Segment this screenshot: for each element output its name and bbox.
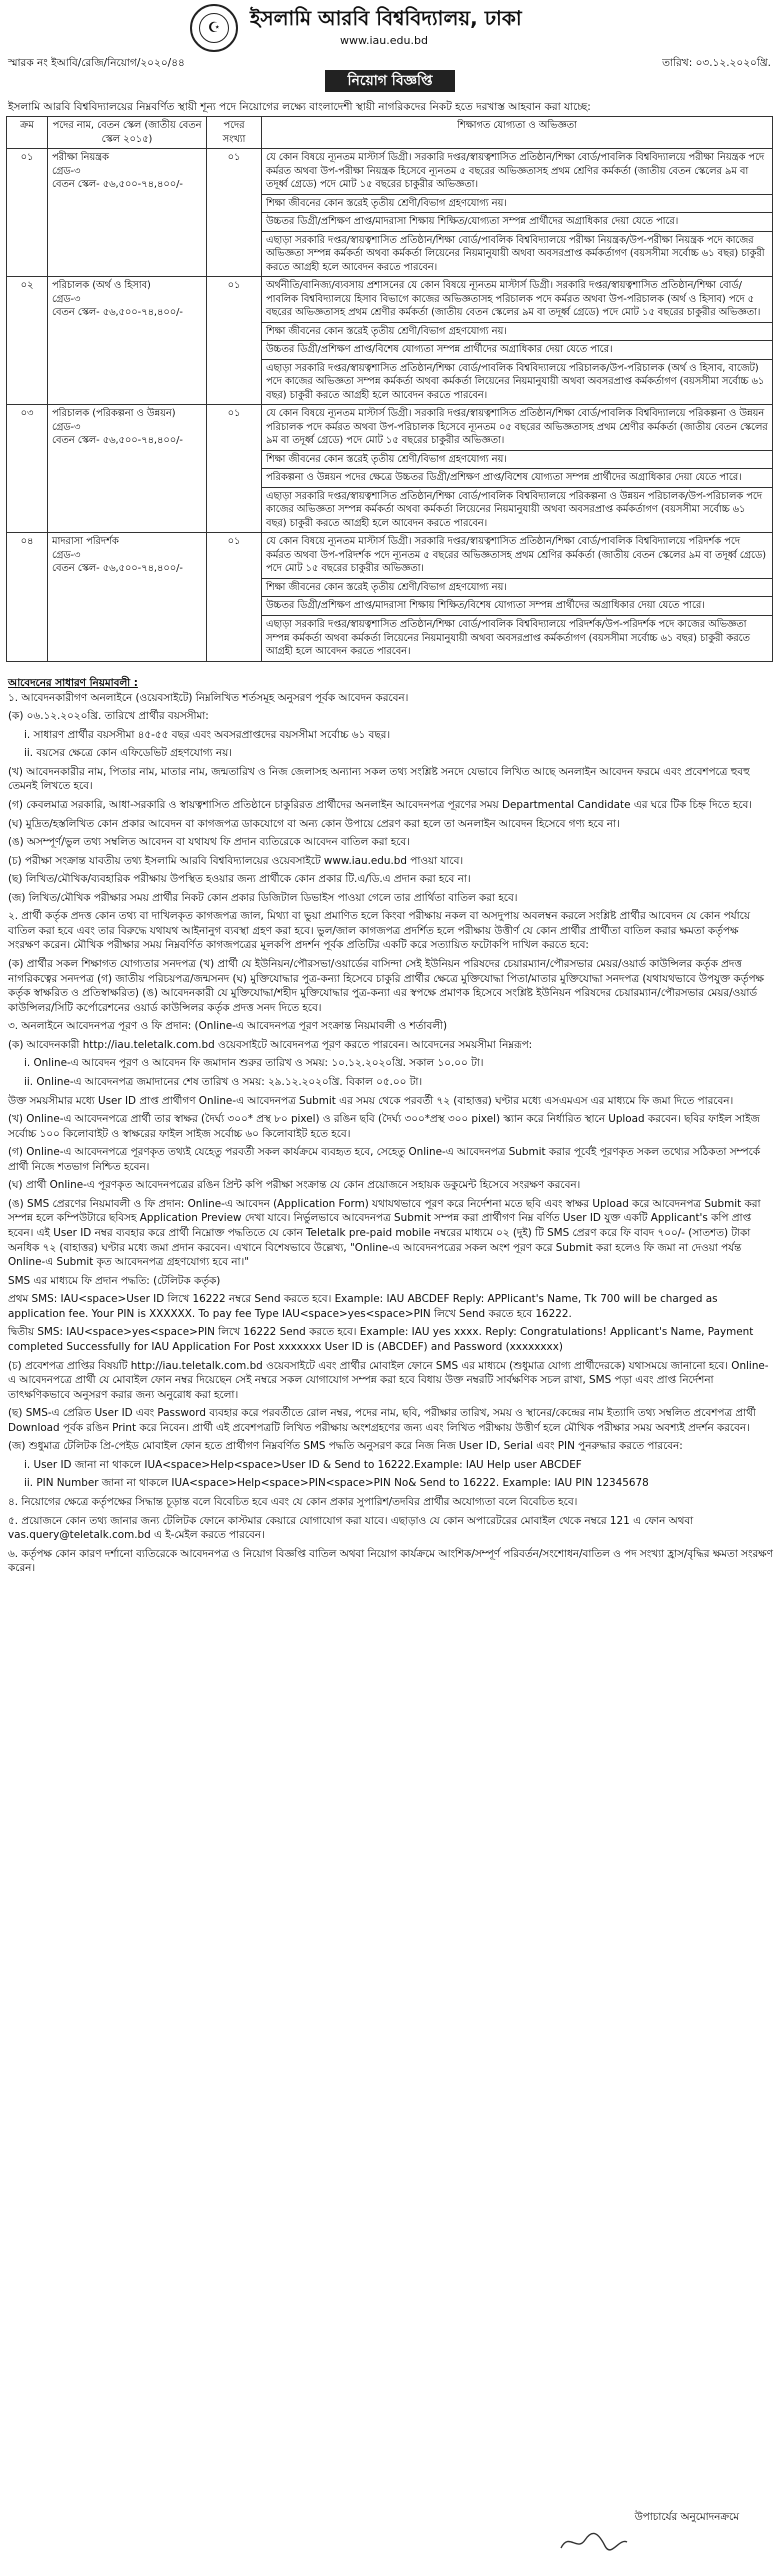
post-info (48, 277, 207, 405)
approval-label: উপাচার্যের অনুমোদনক্রমে (634, 2511, 739, 2523)
instruction-item: ii. বয়সের ক্ষেত্রে কোন এফিডেভিট গ্রহণযোগ্য নয়। (24, 747, 232, 760)
university-logo-icon: ☪ (190, 4, 238, 52)
table-header-serial: ক্রম (7, 117, 48, 149)
instruction-item: SMS এর মাধ্যমে ফি প্রদান পদ্ধতি: (টেলিটক কর্তৃক) (8, 1274, 221, 1287)
signature (559, 2530, 629, 2554)
instruction-item: (ঘ) প্রার্থী Online-এ পূরণকৃত আবেদনপত্রের রঙিন প্রিন্ট কপি পরীক্ষা সংক্রান্ত যে কোন প্রয়োজনে সহায়ক ডকুমেন্ট হিসেবে সংরক্ষণ করবেন। (8, 1179, 581, 1192)
post-scale: বেতন স্কেল- ৫৬,৫০০-৭৪,৪০০/- (52, 435, 183, 447)
instruction-item: (ঘ) মুদ্রিত/হস্তলিখিত কোন প্রকার আবেদন বা কাগজপত্র ডাকযোগে বা অন্য কোন উপায়ে প্রেরণ করা হলে তা অনলাইন আবেদন হিসেবে গণ্য হবে না। (8, 817, 620, 830)
instruction-item: ৬. কর্তৃপক্ষ কোন কারণ দর্শানো ব্যতিরেকে আবেদনপত্র ও নিয়োগ বিজ্ঞপ্তি বাতিল অথবা নিয়োগ কার্যক্রমে আংশিক/সম্পূর্ণ পরিবর্তন/সংশোধন/বাতিল ও পদ সংখ্যা হ্রাস/বৃদ্ধির ক্ষমতা সংরক্ষণ করেন। (8, 1547, 773, 1575)
instruction-item: ii. Online-এ আবেদনপত্র জমাদানের শেষ তারিখ ও সময়: ২৯.১২.২০২০খ্রি. বিকাল ০৫.০০ টা। (24, 1075, 423, 1088)
table-header-count: পদের সংখ্যা (207, 117, 262, 149)
intro-text: ইসলামি আরবি বিশ্ববিদ্যালয়ের নিম্নবর্ণিত স্থায়ী শূন্য পদে নিয়োগের লক্ষ্যে বাংলাদেশী স্থায়ী নাগরিকদের নিকট হতে দরখাস্ত আহবান করা যাচ্ছে: (8, 101, 591, 113)
instruction-item: দ্বিতীয় SMS: IAU<space>yes<space>PIN লিখে 16222 Send করতে হবে। Example: IAU yes xxxx. Reply: Congratulations! Applicant's Name, Payment completed Successfully for IAU Application For Post xxxxxxx User ID is (ABCDEF) and Password (xxxxxxxx) (8, 1326, 754, 1353)
posts-table (6, 116, 773, 662)
instruction-item: (ক) আবেদনকারী http://iau.teletalk.com.bd ওয়েবসাইটে আবেদনপত্র পূরণ করতে পারবেন। আবেদনের সময়সীমা নিম্নরূপ: (8, 1038, 533, 1051)
post-serial: ০১ (7, 149, 48, 277)
instruction-item: ৩. অনলাইনে আবেদনপত্র পূরণ ও ফি প্রদান: (Online-এ আবেদনপত্র পূরণ সংক্রান্ত নিয়মাবলী ও শর্তাবলী) (8, 1020, 447, 1033)
qualification-item: যে কোন বিষয়ে ন্যূনতম মাস্টার্স ডিগ্রী। সরকারি দপ্তর/স্বায়ত্বশাসিত প্রতিষ্ঠান/শিক্ষা বোর্ড/পাবলিক বিশ্ববিদ্যালয়ে পরিকল্পনা ও উন্নয়ন পরিচালক পদে কর্মরত অথবা উপ-পরিচালক হিসেবে ন্যূনতম ০৫ বছরের অভিজ্ঞতাসহ প্রথম শ্রেণীর কর্মকর্তা (জাতীয় বেতন স্কেলের ৯ম বা তদূর্ধ্ব গ্রেডে) পদে মোট ১৫ বছরের চাকুরীর অভিজ্ঞতা। (266, 408, 768, 447)
instruction-item: (গ) Online-এ আবেদনপত্রে পূরণকৃত তথ্যই যেহেতু পরবর্তী সকল কার্যক্রমে ব্যবহৃত হবে, সেহেতু Online-এ আবেদনপত্র Submit করার পূর্বেই পূরণকৃত সকল তথ্যের সঠিকতা সম্পর্কে প্রার্থী নিজে শতভাগ নিশ্চিত হবেন। (8, 1146, 761, 1173)
post-info (48, 405, 207, 533)
post-grade: গ্রেড-৩ (52, 421, 81, 433)
post-qualifications (262, 277, 773, 405)
post-grade: গ্রেড-৩ (52, 293, 81, 305)
qualification-item: শিক্ষা জীবনের কোন স্তরেই তৃতীয় শ্রেণী/বিভাগ গ্রহণযোগ্য নয়। (262, 194, 772, 211)
qualification-item: যে কোন বিষয়ে ন্যূনতম মাস্টার্স ডিগ্রী। সরকারি দপ্তর/স্বায়ত্বশাসিত প্রতিষ্ঠান/শিক্ষা বোর্ড/পাবলিক বিশ্ববিদ্যালয়ে পরিদর্শক পদে কর্মরত অথবা উপ-পরিদর্শক পদে ন্যূনতম ৫ বছরের অভিজ্ঞতাসহ প্রথম শ্রেণির কর্মকর্তা (জাতীয় বেতন স্কেলের ৯ম বা তদূর্ধ্ব গ্রেডে) পদে মোট ১৫ বছরের চাকুরীর অভিজ্ঞতা। (266, 536, 767, 575)
qualification-item: এছাড়া সরকারি দপ্তর/স্বায়ত্বশাসিত প্রতিষ্ঠান/শিক্ষা বোর্ড/পাবলিক বিশ্ববিদ্যালয়ে পরিচালক/উপ-পরিচালক (অর্থ ও হিসাব, বাজেট) পদে কাজের অভিজ্ঞতা সম্পন্ন কর্মকর্তা অথবা কর্মকর্তা লিয়েনের নিয়মানুযায়ী অথবা অবসরপ্রাপ্ত কর্মকর্তাগণ (বয়সসীমা সর্বোচ্চ ৬১ বছর) চাকুরী করতে আগ্রহী হলে আবেদন করতে পারবেন। (262, 359, 772, 403)
post-scale: বেতন স্কেল- ৫৬,৫০০-৭৪,৪০০/- (52, 307, 183, 319)
instruction-item: ii. PIN Number জানা না থাকলে IUA<space>Help<space>PIN<space>PIN No& Send to 16222. Example: IAU PIN 12345678 (24, 1477, 649, 1490)
post-scale: বেতন স্কেল- ৫৬,৫০০-৭৪,৪০০/- (52, 563, 183, 575)
instruction-item: (ছ) লিখিত/মৌখিক/ব্যবহারিক পরীক্ষায় উপস্থিত হওয়ার জন্য প্রার্থীকে কোন প্রকার টি.এ/ডি.এ প্রদান করা হবে না। (8, 873, 471, 886)
post-serial: ০২ (7, 277, 48, 405)
university-name: ইসলামি আরবি বিশ্ববিদ্যালয়, ঢাকা (250, 6, 522, 30)
notice-date: তারিখ: ০৩.১২.২০২০খ্রি. (662, 57, 771, 69)
qualification-item: এছাড়া সরকারি দপ্তর/স্বায়ত্বশাসিত প্রতিষ্ঠান/শিক্ষা বোর্ড/পাবলিক বিশ্ববিদ্যালয়ে পরিকল্পনা ও উন্নয়ন পরিচালক/উপ-পরিচালক পদে কাজের অভিজ্ঞতা সম্পন্ন কর্মকর্তা অথবা কর্মকর্তা লিয়েনের নিয়মানুযায়ী অথবা অবসরপ্রাপ্ত কর্মকর্তাগণ (বয়সসীমা সর্বোচ্চ ৬১ বছর) চাকুরী করতে আগ্রহী হলে আবেদন করতে পারবেন। (262, 487, 772, 531)
post-qualifications (262, 533, 773, 661)
post-scale: বেতন স্কেল- ৫৬,৫০০-৭৪,৪০০/- (52, 179, 183, 191)
post-count: ০১ (207, 277, 262, 405)
instruction-item: (জ) শুধুমাত্র টেলিটক প্রি-পেইড মোবাইল ফোন হতে প্রার্থীগণ নিম্নবর্ণিত SMS পদ্ধতি অনুসরণ করে নিজ নিজ User ID, Serial এবং PIN পুনরুদ্ধার করতে পারবেন: (8, 1440, 683, 1453)
instruction-item: i. সাধারণ প্রার্থীর বয়সসীমা ৪৫-৫৫ বছর এবং অবসরপ্রাপ্তদের বয়সসীমা সর্বোচ্চ ৬১ বছর। (24, 728, 391, 741)
instruction-item: প্রথম SMS: IAU<space>User ID লিখে 16222 নম্বরে Send করতে হবে। Example: IAU ABCDEF Reply: APPlicant's Name, Tk 700 will be charged as application fee. Your PIN is XXXXXX. To pay fee Type IAU<space>yes<space>PIN লিখে Send করতে হবে 16222. (8, 1293, 718, 1320)
table-header-post: পদের নাম, বেতন স্কেল (জাতীয় বেতন স্কেল ২০১৫) (48, 117, 207, 149)
instruction-item: (খ) Online-এ আবেদনপত্রে প্রার্থী তার স্বাক্ষর (দৈর্ঘ্য ৩০০* প্রস্থ ৮০ pixel) ও রঙিন ছবি (দৈর্ঘ্য ৩০০*প্রস্থ ৩০০ pixel) স্ক্যান করে নির্ধারিত স্থানে Upload করবেন। ছবির ফাইল সাইজ সর্বোচ্চ ১০০ কিলোবাইট ও স্বাক্ষরের ফাইল সাইজ সর্বোচ্চ ৬০ কিলোবাইট হতে হবে। (8, 1113, 760, 1140)
table-row (7, 405, 773, 533)
table-row (7, 533, 773, 661)
instruction-item: (ক) ০৬.১২.২০২০খ্রি. তারিখে প্রার্থীর বয়সসীমা: (8, 710, 209, 723)
qualification-item: যে কোন বিষয়ে ন্যূনতম মাস্টার্স ডিগ্রী। সরকারি দপ্তর/স্বায়ত্বশাসিত প্রতিষ্ঠান/শিক্ষা বোর্ড/পাবলিক বিশ্ববিদ্যালয়ে পরীক্ষা নিয়ন্ত্রক পদে কর্মরত অথবা উপ-পরীক্ষা নিয়ন্ত্রক হিসেবে ন্যূনতম ৫ বছরের অভিজ্ঞতাসহ প্রথম শ্রেণির কর্মকর্তা (জাতীয় বেতন স্কেলের ৯ম বা তদূর্ধ্ব গ্রেডে) পদে মোট ১৫ বছরের চাকুরীর অভিজ্ঞতা। (266, 152, 765, 191)
instruction-item: (খ) আবেদনকারীর নাম, পিতার নাম, মাতার নাম, জন্মতারিখ ও নিজ জেলাসহ অন্যান্য সকল তথ্য সংশ্লিষ্ট সনদে যেভাবে লিখিত আছে অনলাইন আবেদন ফরমে এবং প্রবেশপত্রে হুবহু তেমনই লিখতে হবে। (8, 765, 750, 793)
general-instructions-title: আবেদনের সাধারণ নিয়মাবলী : (8, 677, 138, 689)
table-header-qualification: শিক্ষাগত যোগ্যতা ও অভিজ্ঞতা (262, 117, 773, 149)
instruction-item: (চ) পরীক্ষা সংক্রান্ত যাবতীয় তথ্য ইসলামি আরবি বিশ্ববিদ্যালয়ের ওয়েবসাইটে www.iau.edu.bd পাওয়া যাবে। (8, 854, 464, 867)
post-count: ০১ (207, 149, 262, 277)
instruction-item: ২. প্রার্থী কর্তৃক প্রদত্ত কোন তথ্য বা দাখিলকৃত কাগজপত্র জাল, মিথ্যা বা ভুয়া প্রমাণিত হলে কিংবা পরীক্ষায় নকল বা অসদুপায় অবলম্বন করলে সংশ্লিষ্ট প্রার্থীর আবেদন যে কোন পর্যায়ে বাতিল করা হবে এবং তার বিরুদ্ধে যথাযথ আইনানুগ ব্যবস্থা গ্রহণ করা হবে। ভুল/জাল কাগজপত্র প্রদর্শিত হলে পরীক্ষায় উত্তীর্ণ যে কোন প্রার্থীর প্রার্থীতা বাতিল করার ক্ষমতা কর্তৃপক্ষ সংরক্ষণ করেন। মৌখিক পরীক্ষার সময় নিম্নবর্ণিত কাগজপত্রের মূলকপি প্রদর্শন পূর্বক প্রতিটির একটি করে সত্যায়িত ফটোকপি দাখিল করতে হবে: (8, 910, 750, 952)
table-row (7, 277, 773, 405)
instruction-item: i. User ID জানা না থাকলে IUA<space>Help<space>User ID & Send to 16222.Example: IAU Help user ABCDEF (24, 1458, 582, 1471)
instruction-item: ৪. নিয়োগের ক্ষেত্রে কর্তৃপক্ষের সিদ্ধান্ত চূড়ান্ত বলে বিবেচিত হবে এবং যে কোন প্রকার সুপারিশ/তদবির প্রার্থীর অযোগ্যতা বলে বিবেচিত হবে। (8, 1496, 578, 1508)
qualification-item: এছাড়া সরকারি দপ্তর/স্বায়ত্বশাসিত প্রতিষ্ঠান/শিক্ষা বোর্ড/পাবলিক বিশ্ববিদ্যালয়ে পরিদর্শক/উপ-পরিদর্শক পদে কাজের অভিজ্ঞতা সম্পন্ন কর্মকর্তা অথবা কর্মকর্তা লিয়েনের নিয়মানুযায়ী অথবা অবসরপ্রাপ্ত কর্মকর্তাগণ (বয়সসীমা সর্বোচ্চ ৬১ বছর) চাকুরী করতে আগ্রহী হলে আবেদন করতে পারবেন। (262, 615, 772, 659)
memo-number: স্মারক নং ইআবি/রেজি/নিয়োগ/২০২০/৪৪ (8, 57, 185, 69)
instruction-item: (ঙ) অসম্পূর্ণ/ভুল তথ্য সম্বলিত আবেদন বা যথাযথ ফি প্রদান ব্যতিরেকে আবেদন বাতিল করা হবে। (8, 836, 410, 849)
university-website: www.iau.edu.bd (340, 34, 428, 47)
post-qualifications (262, 149, 773, 277)
post-info (48, 533, 207, 661)
instruction-item: উক্ত সময়সীমার মধ্যে User ID প্রাপ্ত প্রার্থীগণ Online-এ আবেদনপত্র Submit এর সময় থেকে পরবর্তী ৭২ (বাহাত্তর) ঘণ্টার মধ্যে এসএমএস এর মাধ্যমে ফি জমা দিতে পারবেন। (8, 1094, 734, 1107)
post-info (48, 149, 207, 277)
post-count: ০১ (207, 405, 262, 533)
header (0, 0, 779, 100)
post-count: ০১ (207, 533, 262, 661)
post-post: পরীক্ষা নিয়ন্ত্রক (52, 152, 109, 164)
instruction-item: (চ) প্রবেশপত্র প্রাপ্তির বিষয়টি http://iau.teletalk.com.bd ওয়েবসাইটে এবং প্রার্থীর মোবাইল ফোনে SMS এর মাধ্যমে (শুধুমাত্র যোগ্য প্রার্থীদেরকে) যথাসময়ে জানানো হবে। Online-এ আবেদনপত্রে প্রার্থী যে মোবাইল ফোন নম্বর দিয়েছেন সেই নম্বরে সকল যোগাযোগ সম্পন্ন করা হবে বিধায় উক্ত নম্বরটি সার্বক্ষণিক সচল রাখা, SMS পড়া এবং প্রাপ্ত নির্দেশনা তাৎক্ষণিকভাবে অনুসরণ করার জন্য অনুরোধ করা হলো। (8, 1359, 769, 1401)
instruction-item: (গ) কেবলমাত্র সরকারি, আধা-সরকারি ও স্বায়ত্বশাসিত প্রতিষ্ঠানে চাকুরিরত প্রার্থীদের অনলাইন আবেদনপত্র পূরণের সময় Departmental Candidate এর ঘরে টিক চিহ্ন দিতে হবে। (8, 798, 753, 811)
qualification-item: শিক্ষা জীবনের কোন স্তরেই তৃতীয় শ্রেণী/বিভাগ গ্রহণযোগ্য নয়। (262, 322, 772, 339)
instruction-item: (ক) প্রার্থীর সকল শিক্ষাগত যোগ্যতার সনদপত্র (খ) প্রার্থী যে ইউনিয়ন/পৌরসভা/ওয়ার্ডের বাসিন্দা সেই ইউনিয়ন পরিষদের চেয়ারম্যান/পৌরসভার মেয়র/ওয়ার্ড কাউন্সিলর কর্তৃক প্রদত্ত নাগরিকত্বের সনদপত্র (গ) জাতীয় পরিচয়পত্র/জন্মসনদ (ঘ) মুক্তিযোদ্ধার পুত্র-কন্যা হিসেবে চাকুরি প্রার্থীর ক্ষেত্রে মুক্তিযোদ্ধা পিতা/মাতার মুক্তিযোদ্ধা সনদপত্র (যথাযথভাবে উপযুক্ত কর্তৃপক্ষ কর্তৃক স্বাক্ষরিত ও প্রতিস্বাক্ষরিত) (ঙ) আবেদনকারী যে মুক্তিযোদ্ধা/শহীদ মুক্তিযোদ্ধার পুত্র-কন্যা এর স্বপক্ষে প্রমাণক হিসেবে সংশ্লিষ্ট ইউনিয়ন পরিষদের চেয়ারম্যান/পৌরসভার মেয়র/ওয়ার্ড কাউন্সিলর/সিটি কর্পোরেশনের ওয়ার্ড কাউন্সিলর কর্তৃক প্রদত্ত সনদ দিতে হবে। (8, 958, 764, 1014)
instruction-item: (ছ) SMS-এ প্রেরিত User ID এবং Password ব্যবহার করে পরবর্তীতে রোল নম্বর, পদের নাম, ছবি, পরীক্ষার তারিখ, সময় ও স্থানের/কেন্দ্রের নাম ইত্যাদি তথ্য সম্বলিত প্রবেশপত্র প্রার্থী Download পূর্বক রঙিন Print করে নিবেন। প্রার্থী এই প্রবেশপত্রটি লিখিত পরীক্ষায় অংশগ্রহণের জন্য এবং লিখিত পরীক্ষায় উত্তীর্ণ হলে মৌখিক পরীক্ষার সময় অবশ্যই প্রদর্শন করবেন। (8, 1407, 756, 1434)
instruction-item: ৫. প্রয়োজনে কোন তথ্য জানার জন্য টেলিটক ফোনে কাস্টমার কেয়ারে যোগাযোগ করা যাবে। এছাড়াও যে কোন অপারেটরের মোবাইল থেকে নম্বরে 121 এ ফোন অথবা vas.query@teletalk.com.bd এ ই-মেইল করতে পারবেন। (8, 1514, 694, 1542)
instruction-item: i. Online-এ আবেদন পূরণ ও আবেদন ফি জমাদান শুরুর তারিখ ও সময়: ১০.১২.২০২০খ্রি. সকাল ১০.০০ টা। (24, 1057, 484, 1070)
post-grade: গ্রেড-৩ (52, 549, 81, 561)
qualification-item: উচ্চতর ডিগ্রী/প্রশিক্ষণ প্রাপ্ত/মাদরাসা শিক্ষায় শিক্ষিত/যোগ্যতা সম্পন্ন প্রার্থীদের অগ্রাধিকার দেয়া যেতে পারে। (262, 212, 772, 229)
instruction-item: ১. আবেদনকারীগণ অনলাইনে (ওয়েবসাইটে) নিম্নলিখিত শর্তসমূহ অনুসরণ পূর্বক আবেদন করবেন। (8, 691, 409, 704)
post-post: পরিচালক (পরিকল্পনা ও উন্নয়ন) (52, 408, 176, 420)
post-serial: ০৪ (7, 533, 48, 661)
post-serial: ০৩ (7, 405, 48, 533)
instruction-item: (ঙ) SMS প্রেরণের নিয়মাবলী ও ফি প্রদান: Online-এ আবেদন (Application Form) যথাযথভাবে পূরণ করে নির্দেশনা মতে ছবি এবং স্বাক্ষর Upload করে আবেদনপত্র Submit করা সম্পন্ন হলে কম্পিউটারে ছবিসহ Application Preview দেখা যাবে। নির্ভুলভাবে আবেদনপত্র Submit সম্পন্ন করা প্রার্থীগণ নিম্ন বর্ণিত User ID যুক্ত একটি Applicant's কপি প্রাপ্ত হবেন। এই User ID নম্বর ব্যবহার করে প্রার্থী নিম্নোক্ত পদ্ধতিতে যে কোন Teletalk pre-paid mobile নম্বরের মাধ্যমে ০২ (দুই) টি SMS প্রেরণ করে ফি বাবদ ৭০০/- (সাতশত) টাকা অনধিক ৭২ (বাহাত্তর) ঘণ্টার মধ্যে জমা প্রদান করবেন। এখানে বিশেষভাবে উল্লেখ্য, "Online-এ আবেদনপত্রের সকল অংশ পূরণ করে Submit করা হলেও ফি জমা না দেওয়া পর্যন্ত Online-এ Submit কৃত আবেদনপত্র গ্রহণযোগ্য হবে না।" (8, 1197, 761, 1269)
qualification-item: শিক্ষা জীবনের কোন স্তরেই তৃতীয় শ্রেণী/বিভাগ গ্রহণযোগ্য নয়। (262, 578, 772, 595)
instruction-item: (জ) লিখিত/মৌখিক পরীক্ষার সময় প্রার্থীর নিকট কোন প্রকার ডিজিটাল ডিভাইস পাওয়া গেলে তার প্রার্থিতা বাতিল করা হবে। (8, 891, 518, 904)
table-row (7, 149, 773, 277)
qualification-item: শিক্ষা জীবনের কোন স্তরেই তৃতীয় শ্রেণী/বিভাগ গ্রহণযোগ্য নয়। (262, 450, 772, 467)
qualification-item: এছাড়া সরকারি দপ্তর/স্বায়ত্বশাসিত প্রতিষ্ঠান/শিক্ষা বোর্ড/পাবলিক বিশ্ববিদ্যালয়ে পরীক্ষা নিয়ন্ত্রক/উপ-পরীক্ষা নিয়ন্ত্রক পদে কাজের অভিজ্ঞতা সম্পন্ন কর্মকর্তা অথবা কর্মকর্তা লিয়েনের নিয়মানুযায়ী অথবা অবসরপ্রাপ্ত কর্মকর্তাগণ (বয়সসীমা সর্বোচ্চ ৬১ বছর) চাকুরী করতে আগ্রহী হলে আবেদন করতে পারবেন। (262, 231, 772, 275)
notice-title: নিয়োগ বিজ্ঞপ্তি (325, 70, 455, 92)
post-grade: গ্রেড-৩ (52, 165, 81, 177)
qualification-item: উচ্চতর ডিগ্রী/প্রশিক্ষণ প্রাপ্ত/মাদরাসা শিক্ষায় শিক্ষিত/বিশেষ যোগ্যতা সম্পন্ন প্রার্থীদের অগ্রাধিকার দেয়া যেতে পারে। (262, 596, 772, 613)
qualification-item: পরিকল্পনা ও উন্নয়ন পদের ক্ষেত্রে উচ্চতর ডিগ্রী/প্রশিক্ষণ প্রাপ্ত/বিশেষ যোগ্যতা সম্পন্ন প্রার্থীদের অগ্রাধিকার দেয়া যেতে পারে। (262, 468, 772, 485)
post-post: মাদরাসা পরিদর্শক (52, 536, 119, 548)
general-instructions (8, 676, 773, 1580)
post-post: পরিচালক (অর্থ ও হিসাব) (52, 280, 151, 292)
post-qualifications (262, 405, 773, 533)
qualification-item: অর্থনীতি/বানিজ্য/ব্যবসায় প্রশাসনের যে কোন বিষয়ে ন্যূনতম মাস্টার্স ডিগ্রী। সরকারি দপ্তর/স্বায়ত্বশাসিত প্রতিষ্ঠান/শিক্ষা বোর্ড/পাবলিক বিশ্ববিদ্যালয়ে হিসাব বিভাগে কাজের অভিজ্ঞতাসহ পরিচালক পদে কর্মরত অথবা উপ-পরিচালক (অর্থ ও হিসাব) পদে ৫ বছরের অভিজ্ঞতাসহ প্রথম শ্রেণীর কর্মকর্তা (জাতীয় বেতন স্কেলের ৯ম বা তদূর্ধ্ব গ্রেডে) পদে মোট ১৫ বছরের চাকুরীর অভিজ্ঞতা। (266, 280, 761, 319)
qualification-item: উচ্চতর ডিগ্রী/প্রশিক্ষণ প্রাপ্ত/বিশেষ যোগ্যতা সম্পন্ন প্রার্থীদের অগ্রাধিকার দেয়া যেতে পারে। (262, 340, 772, 357)
